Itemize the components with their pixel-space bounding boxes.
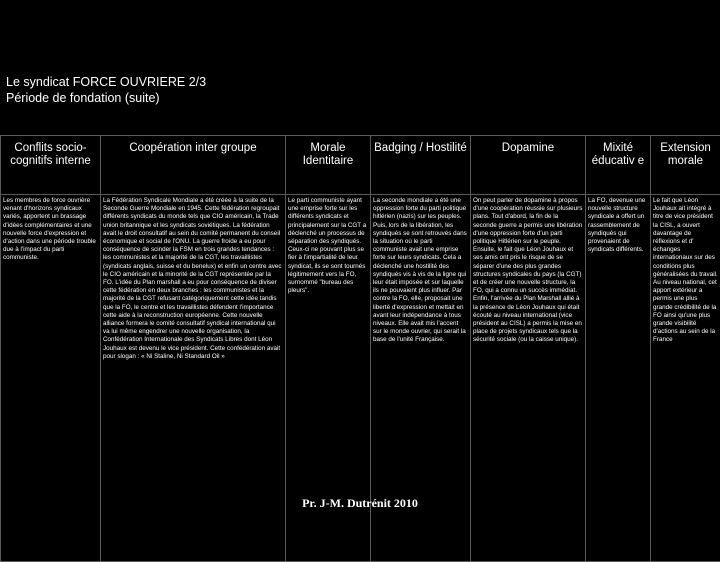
cell-text: La Fédération Syndicale Mondiale a été créée à la suite de la Seconde Guerre Mondiale en 1945. Cette fédération regroupait différents syndicats du monde tels que CIO américain, la Trade union britannique et les syndicats soviétiques. La fédération avait le droit consultatif au sein du comité permanent du conseil économique et social de l'ONU. La guerre froide a eu pour conséquence de scinder la FSM en trois grandes tendances : les communistes et la majorité de la CGT, les travaillistes (syndicats anglais, suisse et du benelux) et enfin un centre avec le CIO américain et la minorité de la CGT représentée par la FO. L'idée du Plan marshall a eu pour conséquence de diviser cette fédération en deux branches : les communistes et la majorité de la CGT refusant catégoriquement cette idée tandis que la FO, le centre et les travaillistes défendent l'importance cette aide à la reconstruction européenne. Cette nouvelle alliance formera le comité consultatif syndical international qui va lui même engendrer une nouvelle organisation, la Confédération Internationale des Syndicats Libres dont Léon Jouhaux est devenu le vice président. Cette confédération avait pour slogan : « Ni Staline, Ni Standard Oil » — [103, 197, 283, 361]
column-header-conflits: Conflits socio-cognitifs interne — [1, 136, 101, 195]
cell-text: La seconde mondiale a été une oppression forte du parti politique hitlérien (nazis) sur les peuples. Puis, lors de la libération, les syndiqués se sont retrouvés dans la situation où le parti communiste avait une emprise forte sur leurs syndicats. Cela a déclenché une hostilité des syndiqués vis à vis de la ligne qui leur était imposée et sur laquelle ils ne pouvaient plus influer. Par contre la FO, elle, proposait une liberté d'expression et mettait en avant leur indépendance à tous niveaux. Elle avait mis l'accent sur le monde ouvrier, qui serait la base de l'unité Française. — [373, 197, 468, 345]
column-header-extension: Extension morale — [651, 136, 720, 195]
cell-text: On peut parler de dopamine à propos d'une coopération réussie sur plusieurs plans. Tout d'abord, la fin de la seconde guerre a permis une libération d'une oppression forte d'un parti politique Hitlérien sur le peuple. Ensuite, le fait que Léon Jouhaux et ses amis ont pris le risque de se séparer d'une des plus grandes structures syndicales du pays (la CGT) et de créer une nouvelle structure, la FO, qui a connu un succès immédiat. Enfin, l'arrivée du Plan Marshall allié à la présence de Léon Jouhaux qui était écouté au niveau international (vice président au CISL) a permis la mise en place de projets syndicaux tels que la sécurité sociale (ou la caisse unique). — [473, 197, 583, 345]
table-header-row — [1, 136, 720, 195]
slide-title — [6, 74, 206, 106]
column-header-morale-identitaire: Morale Identitaire — [286, 136, 371, 195]
slide-subtitle: Période de fondation (suite) — [6, 90, 206, 106]
column-header-mixite: Mixité éducativ e — [586, 136, 651, 195]
column-header-dopamine: Dopamine — [471, 136, 586, 195]
cell-text: Le fait que Léon Jouhaux ait intégré à titre de vice président la CISL, a ouvert davantage de réflexions et d' échanges internationaux sur des conditions plus généralisées du travail. Au niveau national, cet apport extérieur a permis une plus grande crédibilité de la FO ainsi qu'une plus grande visibilité d'actions au sein de la France — [653, 197, 718, 345]
cell-text: Le parti communiste ayant une emprise forte sur les différents syndicats et principalement sur la CGT a déclenché un processus de séparation des syndiqués. Ceux-ci ne pouvant plus se fier à l'impartialité de leur syndicat, ils se sont tournés légitimement vers la FO, surnommé "bureau des pleurs". — [288, 197, 368, 295]
column-header-cooperation: Coopération inter groupe — [101, 136, 286, 195]
slide-title-line-1: Le syndicat FORCE OUVRIERE 2/3 — [6, 74, 206, 90]
cell-text: Les membres de force ouvrière venant d'horizons syndicaux variés, apportent un brassage d'idées complémentaires et une nouvelle force d'expression et d'action dans une période trouble due à l'impact du parti communiste. — [3, 197, 98, 263]
author-footer: Pr. J-M. Dutrénit 2010 — [0, 496, 720, 511]
cell-text: La FO, devenue une nouvelle structure syndicale a offert un rassemblement de syndiqués qui provenaient de syndicats différents. — [588, 197, 648, 254]
column-header-badging: Badging / Hostilité — [371, 136, 471, 195]
